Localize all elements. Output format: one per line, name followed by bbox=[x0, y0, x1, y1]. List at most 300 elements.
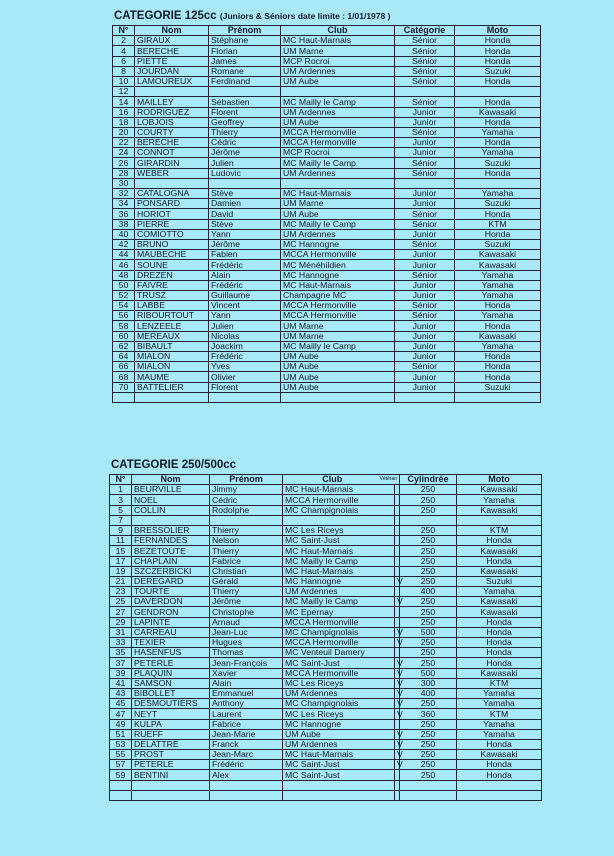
cell-categorie: Junior bbox=[395, 352, 455, 362]
table-row bbox=[113, 352, 541, 362]
cell-prenom bbox=[210, 790, 283, 800]
cell-categorie: Junior bbox=[395, 189, 455, 199]
cell-nom: FAIVRE bbox=[135, 280, 209, 290]
table-250-500cc bbox=[109, 474, 542, 801]
cell-categorie: Sénior bbox=[395, 311, 455, 321]
cell-moto: KTM bbox=[457, 678, 542, 688]
cell-prenom: David bbox=[209, 209, 281, 219]
cell-num: 42 bbox=[113, 239, 135, 249]
cell-categorie bbox=[395, 392, 455, 402]
cell-categorie: Sénior bbox=[395, 362, 455, 372]
cell-nom: DESMOUTIERS bbox=[132, 699, 210, 709]
cell-club bbox=[281, 87, 395, 97]
table-row bbox=[110, 556, 542, 566]
cell-moto: Yamaha bbox=[457, 719, 542, 729]
cell-nom: PONSARD bbox=[135, 199, 209, 209]
cell-nom: LAPINTE bbox=[132, 617, 210, 627]
cell-num: 19 bbox=[110, 566, 132, 576]
cell-nom: PIERRE bbox=[135, 219, 209, 229]
table-row bbox=[113, 87, 541, 97]
cell-prenom: Sébastien bbox=[209, 97, 281, 107]
cell-prenom: Anthony bbox=[210, 699, 283, 709]
cell-prenom bbox=[209, 392, 281, 402]
cell-categorie: Junior bbox=[395, 117, 455, 127]
table-row bbox=[110, 780, 542, 790]
cell-moto: Yamaha bbox=[457, 729, 542, 739]
cell-nom: MIALON bbox=[135, 352, 209, 362]
cell-nom: TEXIER bbox=[132, 638, 210, 648]
cell-club: MC Champignolais bbox=[283, 699, 395, 709]
table-row bbox=[113, 382, 541, 392]
cell-cyl bbox=[400, 780, 457, 790]
cell-prenom: Alain bbox=[209, 270, 281, 280]
cell-num: 53 bbox=[110, 739, 132, 749]
cell-nom: RIBOURTOUT bbox=[135, 311, 209, 321]
table-row bbox=[113, 209, 541, 219]
cell-vet: V bbox=[395, 638, 400, 648]
cell-prenom: Jérôme bbox=[210, 597, 283, 607]
cell-moto: KTM bbox=[457, 525, 542, 535]
table-row bbox=[110, 505, 542, 515]
cell-club: MC Mailly le Camp bbox=[281, 219, 395, 229]
cell-num: 52 bbox=[113, 290, 135, 300]
cell-num: 44 bbox=[113, 250, 135, 260]
header-nom: Nom bbox=[132, 475, 210, 485]
cell-moto: Yamaha bbox=[455, 127, 541, 137]
cell-categorie: Junior bbox=[395, 138, 455, 148]
cell-nom bbox=[132, 780, 210, 790]
cell-cyl: 250 bbox=[400, 719, 457, 729]
cell-prenom: Frédéric bbox=[209, 260, 281, 270]
table-row bbox=[110, 566, 542, 576]
cell-moto: Honda bbox=[455, 117, 541, 127]
cell-nom: GIRARDIN bbox=[135, 158, 209, 168]
cell-cyl: 250 bbox=[400, 770, 457, 780]
cell-club: MC Haut-Marnais bbox=[283, 750, 395, 760]
table-row bbox=[110, 485, 542, 495]
cell-club: MC Hannogne bbox=[283, 576, 395, 586]
table-row bbox=[110, 719, 542, 729]
header-club-label: Club bbox=[322, 474, 343, 485]
cell-moto: Honda bbox=[455, 321, 541, 331]
cell-num: 54 bbox=[113, 301, 135, 311]
cell-club: UM Ardennes bbox=[281, 229, 395, 239]
cell-num: 23 bbox=[110, 587, 132, 597]
table-row bbox=[113, 260, 541, 270]
cell-moto bbox=[457, 780, 542, 790]
cell-prenom bbox=[210, 780, 283, 790]
cell-prenom: Jérôme bbox=[209, 148, 281, 158]
table-row bbox=[110, 536, 542, 546]
table-row bbox=[113, 138, 541, 148]
cell-nom: NOEL bbox=[132, 495, 210, 505]
cell-categorie: Sénior bbox=[395, 270, 455, 280]
table-row bbox=[110, 729, 542, 739]
cell-num: 57 bbox=[110, 760, 132, 770]
cell-moto: Kawasaki bbox=[457, 750, 542, 760]
table-row bbox=[113, 158, 541, 168]
cell-num: 18 bbox=[113, 117, 135, 127]
table-row bbox=[110, 515, 542, 525]
cell-num: 62 bbox=[113, 341, 135, 351]
cell-prenom: James bbox=[209, 56, 281, 66]
cell-categorie: Sénior bbox=[395, 127, 455, 137]
cell-cyl: 250 bbox=[400, 556, 457, 566]
table-row bbox=[113, 372, 541, 382]
cell-nom: PLAQUIN bbox=[132, 668, 210, 678]
table-row bbox=[113, 270, 541, 280]
cell-nom: BENTINI bbox=[132, 770, 210, 780]
cell-club: MCP Rocroi bbox=[281, 148, 395, 158]
cell-num: 11 bbox=[110, 536, 132, 546]
table-row bbox=[110, 739, 542, 749]
header-prenom: Prénom bbox=[210, 475, 283, 485]
cell-categorie: Sénior bbox=[395, 66, 455, 76]
cell-categorie bbox=[395, 178, 455, 188]
cell-cyl bbox=[400, 515, 457, 525]
cell-moto: Kawasaki bbox=[457, 597, 542, 607]
cell-moto bbox=[455, 87, 541, 97]
cell-num: 22 bbox=[113, 138, 135, 148]
cell-prenom: Yann bbox=[209, 311, 281, 321]
header-nom: Nom bbox=[135, 26, 209, 36]
cell-prenom: Jimmy bbox=[210, 485, 283, 495]
cell-num: 70 bbox=[113, 382, 135, 392]
cell-moto: Honda bbox=[457, 536, 542, 546]
cell-moto: Honda bbox=[457, 648, 542, 658]
cell-num: 51 bbox=[110, 729, 132, 739]
cell-num: 32 bbox=[113, 189, 135, 199]
table-row bbox=[113, 321, 541, 331]
cell-prenom: Thierry bbox=[210, 587, 283, 597]
cell-prenom: Yann bbox=[209, 229, 281, 239]
header-club bbox=[283, 475, 400, 485]
table-row bbox=[113, 56, 541, 66]
section-250-title: CATEGORIE 250/500cc bbox=[111, 459, 237, 471]
table-row bbox=[113, 148, 541, 158]
cell-moto: Yamaha bbox=[455, 290, 541, 300]
cell-cyl: 250 bbox=[400, 536, 457, 546]
cell-nom: TRUSZ bbox=[135, 290, 209, 300]
cell-club: MC Ménéhildien bbox=[281, 260, 395, 270]
cell-categorie: Junior bbox=[395, 107, 455, 117]
cell-moto: Kawasaki bbox=[455, 250, 541, 260]
table-row bbox=[113, 250, 541, 260]
cell-prenom: Cédric bbox=[209, 138, 281, 148]
cell-nom: NEYT bbox=[132, 709, 210, 719]
table-row bbox=[113, 331, 541, 341]
cell-prenom: Xavier bbox=[210, 668, 283, 678]
cell-nom: MIALON bbox=[135, 362, 209, 372]
cell-club: MCCA Hermonville bbox=[281, 301, 395, 311]
cell-nom: MEREAUX bbox=[135, 331, 209, 341]
cell-prenom bbox=[210, 515, 283, 525]
cell-num: 24 bbox=[113, 148, 135, 158]
cell-cyl: 250 bbox=[400, 750, 457, 760]
cell-categorie: Junior bbox=[395, 331, 455, 341]
cell-club: MC Mailly le Camp bbox=[283, 597, 395, 607]
cell-vet: V bbox=[395, 576, 400, 586]
cell-prenom bbox=[209, 87, 281, 97]
cell-club: MC Les Riceys bbox=[283, 709, 395, 719]
cell-moto: Honda bbox=[455, 76, 541, 86]
cell-nom: JOURDAN bbox=[135, 66, 209, 76]
cell-moto: Yamaha bbox=[457, 699, 542, 709]
cell-club: UM Aube bbox=[281, 382, 395, 392]
cell-num: 33 bbox=[110, 638, 132, 648]
cell-categorie: Sénior bbox=[395, 301, 455, 311]
cell-num: 5 bbox=[110, 505, 132, 515]
cell-prenom bbox=[209, 178, 281, 188]
cell-prenom: Jean-Luc bbox=[210, 627, 283, 637]
cell-club: UM Marne bbox=[281, 46, 395, 56]
cell-club: UM Aube bbox=[281, 209, 395, 219]
cell-nom: PIETTE bbox=[135, 56, 209, 66]
cell-num: 16 bbox=[113, 107, 135, 117]
table-row bbox=[113, 341, 541, 351]
table-row bbox=[113, 229, 541, 239]
cell-prenom: Ferdinand bbox=[209, 76, 281, 86]
table-row bbox=[110, 688, 542, 698]
cell-nom: LAMOUREUX bbox=[135, 76, 209, 86]
cell-moto: Suzuki bbox=[455, 199, 541, 209]
cell-num: 59 bbox=[110, 770, 132, 780]
cell-club: MC Mailly le Camp bbox=[281, 341, 395, 351]
cell-club: MC Haut-Marnais bbox=[281, 280, 395, 290]
cell-cyl: 250 bbox=[400, 505, 457, 515]
cell-club: UM Aube bbox=[281, 76, 395, 86]
cell-num bbox=[110, 790, 132, 800]
cell-cyl: 250 bbox=[400, 648, 457, 658]
cell-moto: Suzuki bbox=[457, 576, 542, 586]
cell-moto: Honda bbox=[455, 46, 541, 56]
cell-nom: PETERLE bbox=[132, 760, 210, 770]
cell-num: 25 bbox=[110, 597, 132, 607]
cell-vet: V bbox=[395, 750, 400, 760]
cell-club: UM Marne bbox=[281, 321, 395, 331]
cell-nom: WEBER bbox=[135, 168, 209, 178]
cell-cyl: 500 bbox=[400, 668, 457, 678]
cell-nom: CONNOT bbox=[135, 148, 209, 158]
cell-num: 41 bbox=[110, 678, 132, 688]
cell-num: 1 bbox=[110, 485, 132, 495]
header-prenom: Prénom bbox=[209, 26, 281, 36]
cell-categorie: Junior bbox=[395, 250, 455, 260]
cell-moto: Honda bbox=[455, 97, 541, 107]
cell-prenom: Joackim bbox=[209, 341, 281, 351]
cell-num: 26 bbox=[113, 158, 135, 168]
cell-vet: V bbox=[395, 668, 400, 678]
cell-club: MC Haut-Marnais bbox=[281, 189, 395, 199]
cell-prenom: Julien bbox=[209, 158, 281, 168]
table-row bbox=[110, 587, 542, 597]
cell-prenom: Frédéric bbox=[209, 280, 281, 290]
table-row bbox=[110, 668, 542, 678]
cell-cyl: 250 bbox=[400, 525, 457, 535]
cell-club: MC Les Riceys bbox=[283, 525, 395, 535]
cell-num: 27 bbox=[110, 607, 132, 617]
cell-cyl: 400 bbox=[400, 688, 457, 698]
cell-nom: BIBAULT bbox=[135, 341, 209, 351]
table-row bbox=[113, 311, 541, 321]
header-num: N° bbox=[110, 475, 132, 485]
cell-nom: COURTY bbox=[135, 127, 209, 137]
cell-moto: Suzuki bbox=[455, 382, 541, 392]
cell-nom: GENDRON bbox=[132, 607, 210, 617]
cell-nom: RUEFF bbox=[132, 729, 210, 739]
cell-num: 29 bbox=[110, 617, 132, 627]
cell-num: 21 bbox=[110, 576, 132, 586]
cell-nom: PETERLE bbox=[132, 658, 210, 668]
table-row bbox=[113, 127, 541, 137]
cell-num: 34 bbox=[113, 199, 135, 209]
cell-categorie: Junior bbox=[395, 229, 455, 239]
cell-nom: BEZETOUTE bbox=[132, 546, 210, 556]
cell-num: 40 bbox=[113, 229, 135, 239]
table-row bbox=[110, 617, 542, 627]
cell-club: MC Les Riceys bbox=[283, 678, 395, 688]
cell-nom bbox=[135, 392, 209, 402]
cell-num: 7 bbox=[110, 515, 132, 525]
cell-num: 36 bbox=[113, 209, 135, 219]
cell-club: MC Mailly le Camp bbox=[283, 556, 395, 566]
cell-prenom: Arnaud bbox=[210, 617, 283, 627]
cell-nom bbox=[132, 790, 210, 800]
cell-num: 66 bbox=[113, 362, 135, 372]
cell-prenom: Jean-François bbox=[210, 658, 283, 668]
table-row bbox=[110, 638, 542, 648]
cell-prenom: Christophe bbox=[210, 607, 283, 617]
table-row bbox=[110, 709, 542, 719]
cell-nom: PROST bbox=[132, 750, 210, 760]
cell-moto: Honda bbox=[455, 352, 541, 362]
cell-prenom: Frédéric bbox=[209, 352, 281, 362]
cell-nom: BATTELIER bbox=[135, 382, 209, 392]
cell-prenom: Stève bbox=[209, 219, 281, 229]
cell-cyl: 250 bbox=[400, 638, 457, 648]
cell-nom: SOUNE bbox=[135, 260, 209, 270]
cell-moto: Yamaha bbox=[455, 280, 541, 290]
cell-moto: Kawasaki bbox=[455, 107, 541, 117]
cell-num: 9 bbox=[110, 525, 132, 535]
cell-moto: Honda bbox=[457, 617, 542, 627]
cell-moto: Kawasaki bbox=[457, 668, 542, 678]
cell-num: 49 bbox=[110, 719, 132, 729]
cell-cyl: 250 bbox=[400, 546, 457, 556]
cell-prenom: Alex bbox=[210, 770, 283, 780]
cell-num: 35 bbox=[110, 648, 132, 658]
cell-num: 56 bbox=[113, 311, 135, 321]
cell-nom: DELATTRE bbox=[132, 739, 210, 749]
cell-moto: Honda bbox=[455, 209, 541, 219]
cell-prenom: Thierry bbox=[210, 525, 283, 535]
cell-prenom: Jean-Marc bbox=[210, 750, 283, 760]
cell-moto bbox=[457, 515, 542, 525]
cell-club: MC Champignolais bbox=[283, 505, 395, 515]
cell-prenom: Jérôme bbox=[209, 239, 281, 249]
cell-num: 17 bbox=[110, 556, 132, 566]
cell-moto: Suzuki bbox=[455, 66, 541, 76]
table-125cc-body bbox=[113, 36, 541, 403]
table-row bbox=[113, 239, 541, 249]
cell-club: UM Marne bbox=[281, 331, 395, 341]
cell-vet: V bbox=[395, 760, 400, 770]
cell-moto: Suzuki bbox=[455, 239, 541, 249]
cell-prenom: Olivier bbox=[209, 372, 281, 382]
cell-prenom: Vincent bbox=[209, 301, 281, 311]
cell-cyl: 250 bbox=[400, 607, 457, 617]
cell-club bbox=[281, 392, 395, 402]
cell-moto: Yamaha bbox=[457, 587, 542, 597]
header-categorie: Catégorie bbox=[395, 26, 455, 36]
cell-cyl: 250 bbox=[400, 760, 457, 770]
cell-num: 58 bbox=[113, 321, 135, 331]
cell-nom: CARREAU bbox=[132, 627, 210, 637]
cell-nom: COLLIN bbox=[132, 505, 210, 515]
cell-club: UM Ardennes bbox=[281, 66, 395, 76]
table-row bbox=[113, 219, 541, 229]
cell-cyl: 250 bbox=[400, 699, 457, 709]
cell-nom: SZCZERBICKI bbox=[132, 566, 210, 576]
cell-vet: V bbox=[395, 688, 400, 698]
cell-nom: BERECHE bbox=[135, 46, 209, 56]
cell-vet: V bbox=[395, 739, 400, 749]
cell-prenom: Fabien bbox=[209, 250, 281, 260]
cell-num: 39 bbox=[110, 668, 132, 678]
table-row bbox=[113, 76, 541, 86]
cell-categorie: Junior bbox=[395, 280, 455, 290]
cell-categorie: Sénior bbox=[395, 36, 455, 46]
cell-num: 2 bbox=[113, 36, 135, 46]
cell-moto: Yamaha bbox=[455, 270, 541, 280]
table-row bbox=[110, 678, 542, 688]
cell-cyl bbox=[400, 790, 457, 800]
cell-num: 48 bbox=[113, 270, 135, 280]
cell-categorie: Sénior bbox=[395, 46, 455, 56]
table-row bbox=[110, 790, 542, 800]
cell-nom: FERNANDES bbox=[132, 536, 210, 546]
cell-moto: Honda bbox=[455, 56, 541, 66]
cell-prenom: Franck bbox=[210, 739, 283, 749]
cell-prenom: Ludovic bbox=[209, 168, 281, 178]
cell-prenom: Jean-Marie bbox=[210, 729, 283, 739]
cell-club: MC Mailly le Camp bbox=[281, 158, 395, 168]
cell-nom: HORIOT bbox=[135, 209, 209, 219]
cell-nom: CATALOGNA bbox=[135, 189, 209, 199]
cell-club: MCCA Hermonville bbox=[281, 311, 395, 321]
cell-num: 20 bbox=[113, 127, 135, 137]
cell-num: 47 bbox=[110, 709, 132, 719]
cell-num: 50 bbox=[113, 280, 135, 290]
cell-nom: LENZEELE bbox=[135, 321, 209, 331]
cell-moto: Yamaha bbox=[455, 189, 541, 199]
cell-club: MC Epernay bbox=[283, 607, 395, 617]
cell-num: 38 bbox=[113, 219, 135, 229]
cell-prenom: Alain bbox=[210, 678, 283, 688]
cell-club: UM Ardennes bbox=[281, 107, 395, 117]
cell-moto: Honda bbox=[457, 658, 542, 668]
table-row bbox=[113, 168, 541, 178]
cell-club: UM Ardennes bbox=[281, 168, 395, 178]
cell-nom: MAUME bbox=[135, 372, 209, 382]
cell-cyl: 250 bbox=[400, 739, 457, 749]
header-num: N° bbox=[113, 26, 135, 36]
cell-moto: Kawasaki bbox=[457, 607, 542, 617]
cell-cyl: 250 bbox=[400, 566, 457, 576]
cell-moto: Honda bbox=[455, 301, 541, 311]
cell-club: UM Ardennes bbox=[283, 688, 395, 698]
cell-club: MCCA Hermonville bbox=[283, 668, 395, 678]
